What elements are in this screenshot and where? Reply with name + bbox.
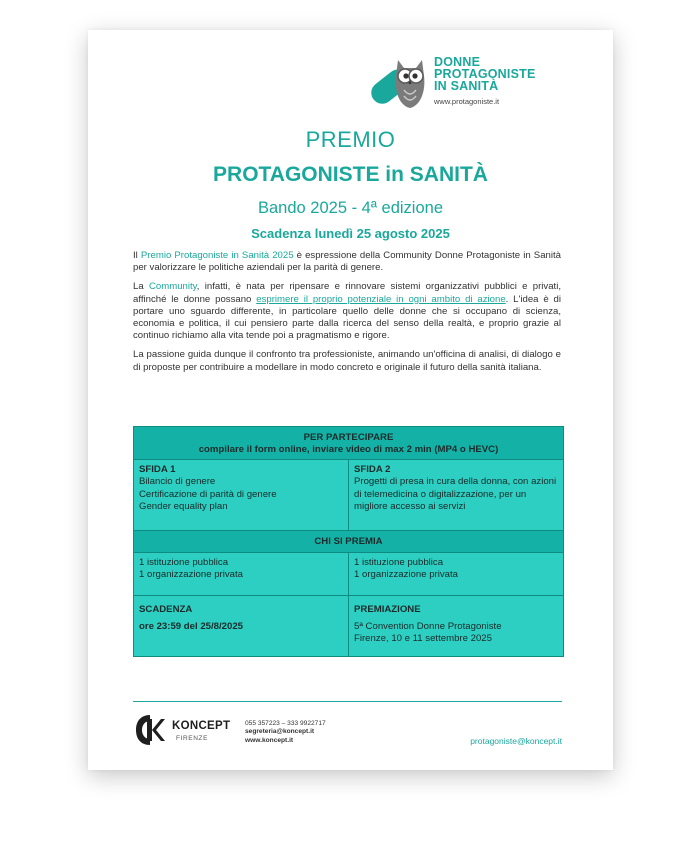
winners-header-row: [134, 530, 563, 552]
p2-text-b: . L'idea è di portare uno sguardo differente, in particolare quello delle donne che si occupano di scienza, economia e politica, il cui pensiero parte dalla ricerca del senso della realtà, e proprio grazie al continuo richiamo alla vita tende poi a pragmatismo e rigore.: [133, 293, 561, 342]
owl-logo-icon: [368, 52, 434, 112]
title-award-name: PROTAGONISTE in SANITÀ: [213, 163, 488, 186]
footer-city: FIRENZE: [176, 735, 209, 742]
deadline-award-row: [134, 595, 563, 656]
footer-contact-email[interactable]: protagoniste@koncept.it: [470, 736, 562, 746]
footer-office-email[interactable]: segreteria@koncept.it: [245, 728, 315, 736]
logo-wordmark: [434, 56, 535, 92]
participate-title: PER PARTECIPARE: [303, 432, 394, 443]
challenge-2-title: SFIDA 2: [354, 464, 391, 475]
participate-header: [134, 427, 563, 459]
title-edition: Bando 2025 - 4ª edizione: [258, 199, 443, 217]
participate-header-row: [134, 427, 563, 459]
intro-text: [133, 250, 561, 381]
title-deadline: Scadenza lunedì 25 agosto 2025: [251, 226, 450, 241]
p2-text-a: , infatti, è nata per ripensare e rinnovare sistemi organizzativi pubblici e privati, affinché le donne possano: [133, 281, 561, 305]
p2-prefix: La: [133, 281, 149, 293]
challenge-1-cell: [134, 460, 348, 530]
participate-subtitle: compilare il form online, inviare video di max 2 min (MP4 o HEVC): [198, 443, 499, 455]
donne-protagoniste-logo: [368, 52, 568, 116]
footer-brand: KONCEPT: [172, 720, 231, 732]
potential-link[interactable]: esprimere il proprio potenziale in ogni ambito di azione: [256, 293, 506, 305]
deadline-value: ore 23:59 del 25/8/2025: [139, 620, 244, 632]
winner-item: 1 istituzione pubblica: [354, 556, 444, 568]
logo-line-1: DONNE: [434, 55, 481, 69]
p1-prefix: Il: [133, 250, 141, 261]
winners-right-cell: [348, 553, 563, 595]
logo-line-3: IN SANITÀ: [434, 79, 499, 93]
challenge-1-title: SFIDA 1: [139, 464, 176, 475]
winner-item: 1 organizzazione privata: [139, 569, 243, 580]
community-highlight: Community: [148, 281, 197, 293]
koncept-logo-icon: [134, 713, 166, 747]
winners-title: CHI SI PREMIA: [314, 536, 383, 547]
footer-phone: 055 357223 – 333 9922717: [245, 720, 326, 727]
challenges-row: [134, 459, 563, 530]
award-name-highlight: Premio Protagoniste in Sanità 2025: [140, 250, 294, 261]
winners-left-cell: [134, 553, 348, 595]
winner-item: 1 istituzione pubblica: [139, 556, 229, 568]
challenge-2-cell: [348, 460, 563, 530]
challenge-1-item: Certificazione di parità di genere: [139, 488, 277, 500]
intro-paragraph-1: [133, 250, 561, 274]
logo-url[interactable]: www.protagoniste.it: [434, 97, 500, 106]
logo-line-2: PROTAGONISTE: [434, 67, 536, 81]
intro-paragraph-3: La passione guida dunque il confronto tra professioniste, animando un'officina di analisi, di dialogo e di proposte per contribuire a modellare in modo concreto e originale il futuro della sanità italiana.: [133, 349, 561, 373]
winner-item: 1 organizzazione privata: [354, 569, 458, 580]
award-title: PREMIAZIONE: [354, 603, 421, 615]
deadline-title: SCADENZA: [139, 603, 193, 615]
challenge-2-text: Progetti di presa in cura della donna, con azioni di telemedicina o digitalizzazione, per un migliore accesso ai servizi: [354, 476, 557, 512]
info-table: [133, 426, 564, 657]
intro-paragraph-2: [133, 281, 561, 342]
challenge-1-item: Bilancio di genere: [139, 476, 216, 487]
award-line: Firenze, 10 e 11 settembre 2025: [354, 633, 492, 644]
title-premio: PREMIO: [305, 127, 396, 152]
challenge-1-item: Gender equality plan: [139, 501, 228, 512]
footer-website[interactable]: www.koncept.it: [245, 736, 294, 744]
award-line: 5ª Convention Donne Protagoniste: [354, 620, 502, 632]
winners-row: [134, 552, 563, 595]
footer-contacts: [245, 720, 326, 745]
award-cell: [348, 596, 563, 656]
deadline-cell: [134, 596, 348, 656]
p1-text: è espressione della Community Donne Protagoniste in Sanità per valorizzare le politiche aziendali per la parità di genere.: [133, 250, 561, 274]
footer-divider: [133, 701, 562, 702]
document-page: [88, 30, 613, 770]
